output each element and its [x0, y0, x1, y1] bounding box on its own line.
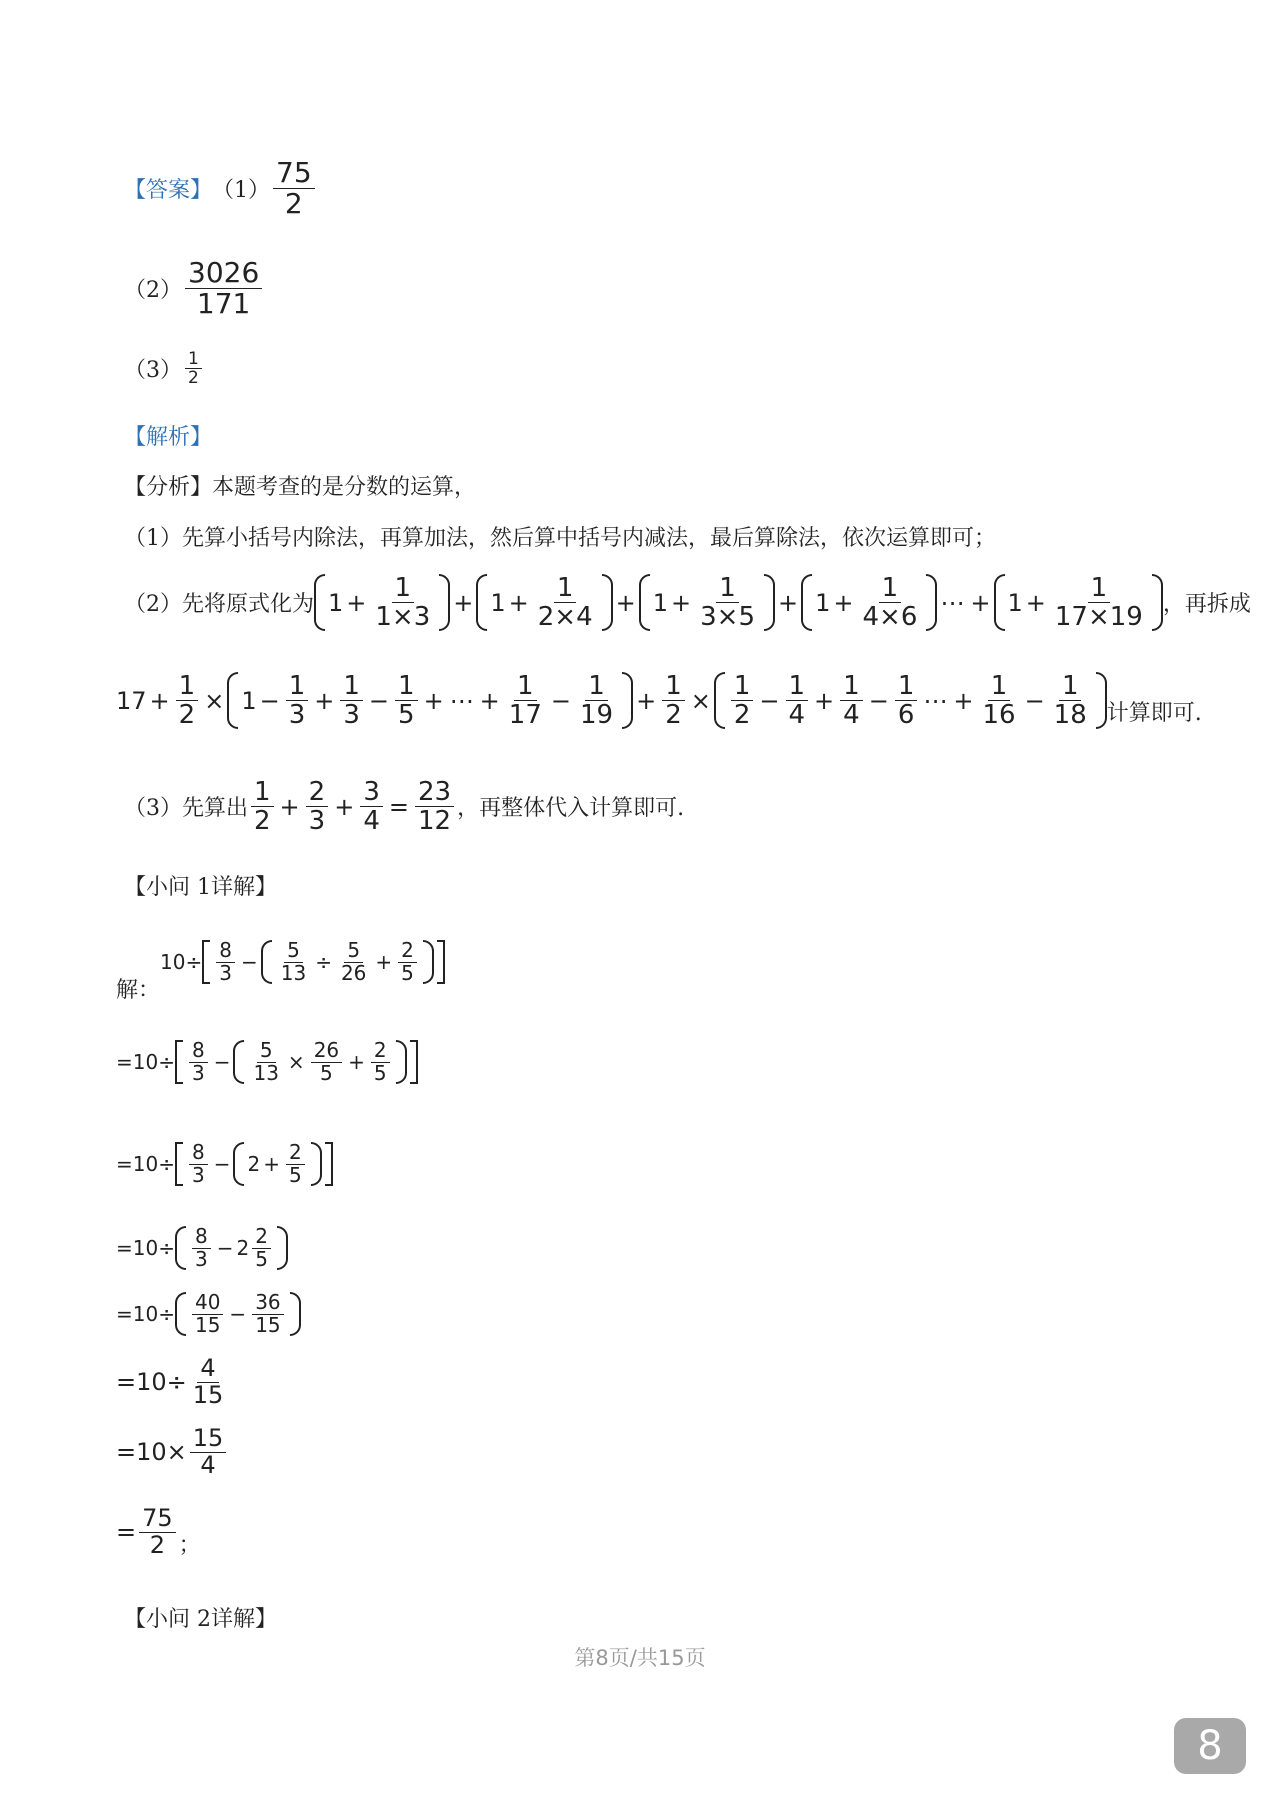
- step3-formula: $\frac{1}{2}$ + $\frac{2}{3}$ + $\frac{3}{4}$ = $\frac{23}{12}$: [248, 778, 457, 835]
- answer-q1-denominator: 2: [284, 187, 303, 221]
- q1-jie-label: 解：: [116, 978, 161, 1004]
- analysis-step2-suffix: ，再拆成: [1162, 592, 1251, 618]
- answer-q3-denominator: 2: [188, 368, 199, 389]
- q1-expr-5: =10÷ $\frac{4}{15}$: [116, 1354, 224, 1409]
- q1-expr-0: 10÷ $\frac{8}{3}$ − $\frac{5}{13}$ ÷ $\frac{5}{26}$ + $\frac{2}{5}$: [160, 940, 445, 984]
- q1-expr-6: =10× $\frac{15}{4}$: [116, 1426, 229, 1479]
- answer-q3-line: [124, 350, 205, 388]
- answer-q3-fraction: [185, 350, 202, 388]
- answer-q1-line: [124, 158, 318, 219]
- q1-detail-heading: 【小问 1详解】: [124, 875, 277, 900]
- page-footer: 第8页/共15页: [574, 1646, 706, 1670]
- answer-q2-prefix: （2）: [124, 278, 182, 304]
- analysis-step3-line: [124, 778, 684, 835]
- page-number-badge[interactable]: 8: [1174, 1718, 1246, 1774]
- paren-term-last: 1 + $\frac{1}{17\times 19}$: [994, 574, 1163, 631]
- q1-solution-line-1: [116, 1040, 418, 1084]
- analysis-step2-line: [124, 574, 1251, 631]
- step2-split-formula: 17 + $\frac{1}{2}$ × 1 − $\frac{1}{3}$ + $\frac{1}{3}$ − $\frac{1}{5}$ + ⋯ + $\frac{1}{17}$ − $\frac{1}{19}$ + $\frac{1}{2}$ × $\frac{1}{2}$ − $\frac{1}{4}$ + $\frac{1}{4}$ − $\frac{1}{6}$ ⋯ + $\frac{1}{16}$ − $\frac{1}{18}$: [116, 672, 1107, 729]
- q1-expr-2: =10÷ $\frac{8}{3}$ − 2 + $\frac{2}{5}$: [116, 1142, 333, 1186]
- q1-solution-line-3: [116, 1226, 288, 1270]
- analysis-step2-prefix: （2）先将原式化为: [124, 592, 314, 618]
- q1-expr-1: =10÷ $\frac{8}{3}$ − $\frac{5}{13}$ × $\frac{26}{5}$ + $\frac{2}{5}$: [116, 1040, 418, 1084]
- answer-q2-denominator: 171: [196, 287, 251, 321]
- analysis-step3-prefix: （3）先算出: [124, 796, 248, 822]
- step2-formula: 1 + $\frac{1}{1\times 3}$ + 1 + $\frac{1}{2\times 4}$ + 1 + $\frac{1}{3\times 5}$ + 1 + $\frac{1}{4\times 6}$ ⋯ + 1 + $\frac{1}{17\times 19}$: [314, 574, 1163, 631]
- q2-detail-heading: 【小问 2详解】: [124, 1607, 277, 1632]
- answer-q3-numerator: 1: [185, 350, 202, 369]
- split-paren-2: $\frac{1}{2}$ − $\frac{1}{4}$ + $\frac{1}{4}$ − $\frac{1}{6}$ ⋯ + $\frac{1}{16}$ − $\frac{1}{18}$: [714, 672, 1107, 729]
- paren-term-3: 1 + $\frac{1}{3\times 5}$: [639, 574, 775, 631]
- q1-solution-line-5: [116, 1356, 229, 1409]
- analysis-step2-tail: 计算即可.: [1106, 701, 1202, 727]
- q1-expr-4: =10÷ $\frac{40}{15}$ − $\frac{36}{15}$: [116, 1292, 301, 1336]
- q1-solution-line-4: [116, 1292, 301, 1336]
- q1-solution-line-7: [116, 1506, 201, 1559]
- answer-label: 【答案】: [124, 178, 213, 204]
- analysis-step3-suffix: ，再整体代入计算即可.: [457, 796, 685, 822]
- q1-solution-line-6: [116, 1426, 229, 1479]
- answer-q1-prefix: （1）: [212, 178, 271, 204]
- paren-term-2: 1 + $\frac{1}{2\times 4}$: [476, 574, 612, 631]
- answer-q1-fraction: [273, 158, 315, 219]
- answer-q3-prefix: （3）: [124, 358, 182, 384]
- q1-end-semicolon: ；: [178, 1532, 201, 1558]
- q1-expr-3: =10÷ $\frac{8}{3}$ − 2 $\frac{2}{5}$: [116, 1226, 288, 1270]
- answer-q2-line: [124, 258, 265, 319]
- q1-expr-7: = $\frac{75}{2}$: [116, 1506, 179, 1559]
- analysis-step2-split-line: [116, 672, 1202, 729]
- split-paren-1: 1 − $\frac{1}{3}$ + $\frac{1}{3}$ − $\frac{1}{5}$ + ⋯ + $\frac{1}{17}$ − $\frac{1}{19}$: [227, 672, 633, 729]
- paren-term-1: 1 + $\frac{1}{1\times 3}$: [314, 574, 450, 631]
- analysis-step1: （1）先算小括号内除法，再算加法，然后算中括号内减法，最后算除法，依次运算即可；: [124, 526, 997, 551]
- analysis-intro: 【分析】本题考查的是分数的运算，: [124, 475, 477, 500]
- answer-q1-numerator: 75: [273, 158, 315, 189]
- answer-q2-fraction: [185, 258, 262, 319]
- answer-q2-numerator: 3026: [185, 258, 262, 289]
- q1-solution-line-2: [116, 1142, 333, 1186]
- analysis-label: 【解析】: [124, 425, 213, 450]
- q1-solution-line-0: [116, 940, 445, 1006]
- paren-term-4: 1 + $\frac{1}{4\times 6}$: [801, 574, 937, 631]
